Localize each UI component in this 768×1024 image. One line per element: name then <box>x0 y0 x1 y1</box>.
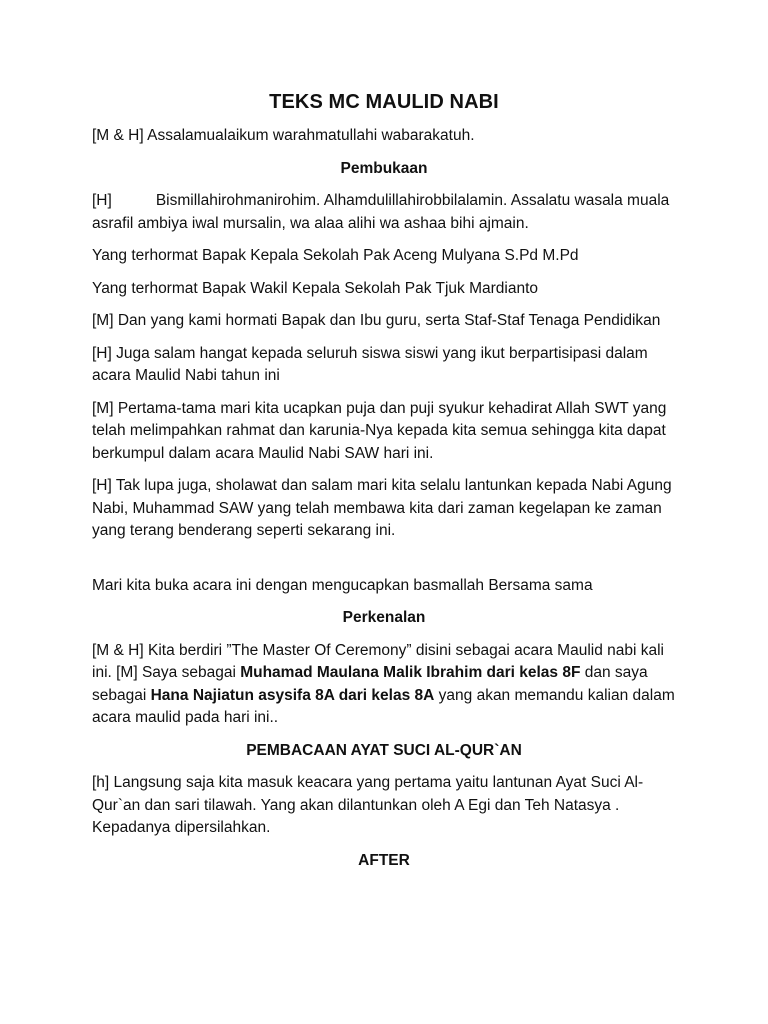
paragraph-text: [M & H] Kita berdiri ”The Master Of Ceremony” disini sebagai acara Maulid nabi kali ini. [M] Saya sebagai <box>92 641 665 681</box>
paragraph-basmallah-bersama: Mari kita buka acara ini dengan mengucapkan basmallah Bersama sama <box>92 576 593 594</box>
section-heading-pembukaan: Pembukaan <box>340 159 428 177</box>
section-heading-pembacaan-quran: PEMBACAAN AYAT SUCI AL-QUR`AN <box>246 741 522 759</box>
paragraph-wakil-kepala-sekolah: Yang terhormat Bapak Wakil Kepala Sekolah Pak Tjuk Mardianto <box>92 279 539 297</box>
mc-name-male: Muhamad Maulana Malik Ibrahim dari kelas 8F <box>240 664 581 681</box>
paragraph-sholawat: [H] Tak lupa juga, sholawat dan salam mari kita selalu lantunkan kepada Nabi Agung Nabi, Muhammad SAW yang telah membawa kita dari zaman kegelapan ke zaman yang terang benderang seperti sekarang ini. <box>92 477 672 539</box>
paragraph-perkenalan <box>92 640 676 730</box>
blank-line <box>92 553 676 575</box>
paragraph-tilawah: [h] Langsung saja kita masuk keacara yang pertama yaitu lantunan Ayat Suci Al-Qur`an dan sari tilawah. Yang akan dilantunkan oleh A Egi dan Teh Natasya . Kepadanya dipersilahkan. <box>92 774 644 836</box>
paragraph-basmalah <box>92 190 676 235</box>
mc-name-female: Hana Najiatun asysifa 8A dari kelas 8A <box>150 686 435 704</box>
paragraph-puja-puji: [M] Pertama-tama mari kita ucapkan puja dan puji syukur kehadirat Allah SWT yang telah melimpahkan rahmat dan karunia-Nya kepada kita semua sehingga kita dapat berkumpul dalam acara Maulid Nabi SAW hari ini. <box>92 399 667 462</box>
paragraph-text: dan saya sebagai <box>92 664 648 704</box>
paragraph-text: Bismillahirohmanirohim. Alhamdulillahirobbilalamin. Assalatu wasala muala asrafil ambiya iwal mursalin, wa alaa alihi wa ashaa bihi ajmain. <box>92 192 670 232</box>
paragraph-kepala-sekolah: Yang terhormat Bapak Kepala Sekolah Pak Aceng Mulyana S.Pd M.Pd <box>92 247 579 264</box>
opening-greeting: [M & H] Assalamualaikum warahmatullahi wabarakatuh. <box>92 127 475 144</box>
document-title: TEKS MC MAULID NABI <box>269 91 499 113</box>
paragraph-text: yang akan memandu kalian dalam acara maulid pada hari ini.. <box>92 686 675 726</box>
document-body <box>92 88 676 882</box>
paragraph-salam-siswa: [H] Juga salam hangat kepada seluruh siswa siswi yang ikut berpartisipasi dalam acara Maulid Nabi tahun ini <box>92 344 648 384</box>
section-heading-after: AFTER <box>358 851 410 869</box>
speaker-tag: [H] <box>92 192 112 209</box>
paragraph-guru-staf: [M] Dan yang kami hormati Bapak dan Ibu guru, serta Staf-Staf Tenaga Pendidikan <box>92 312 661 329</box>
section-heading-perkenalan: Perkenalan <box>342 609 426 626</box>
